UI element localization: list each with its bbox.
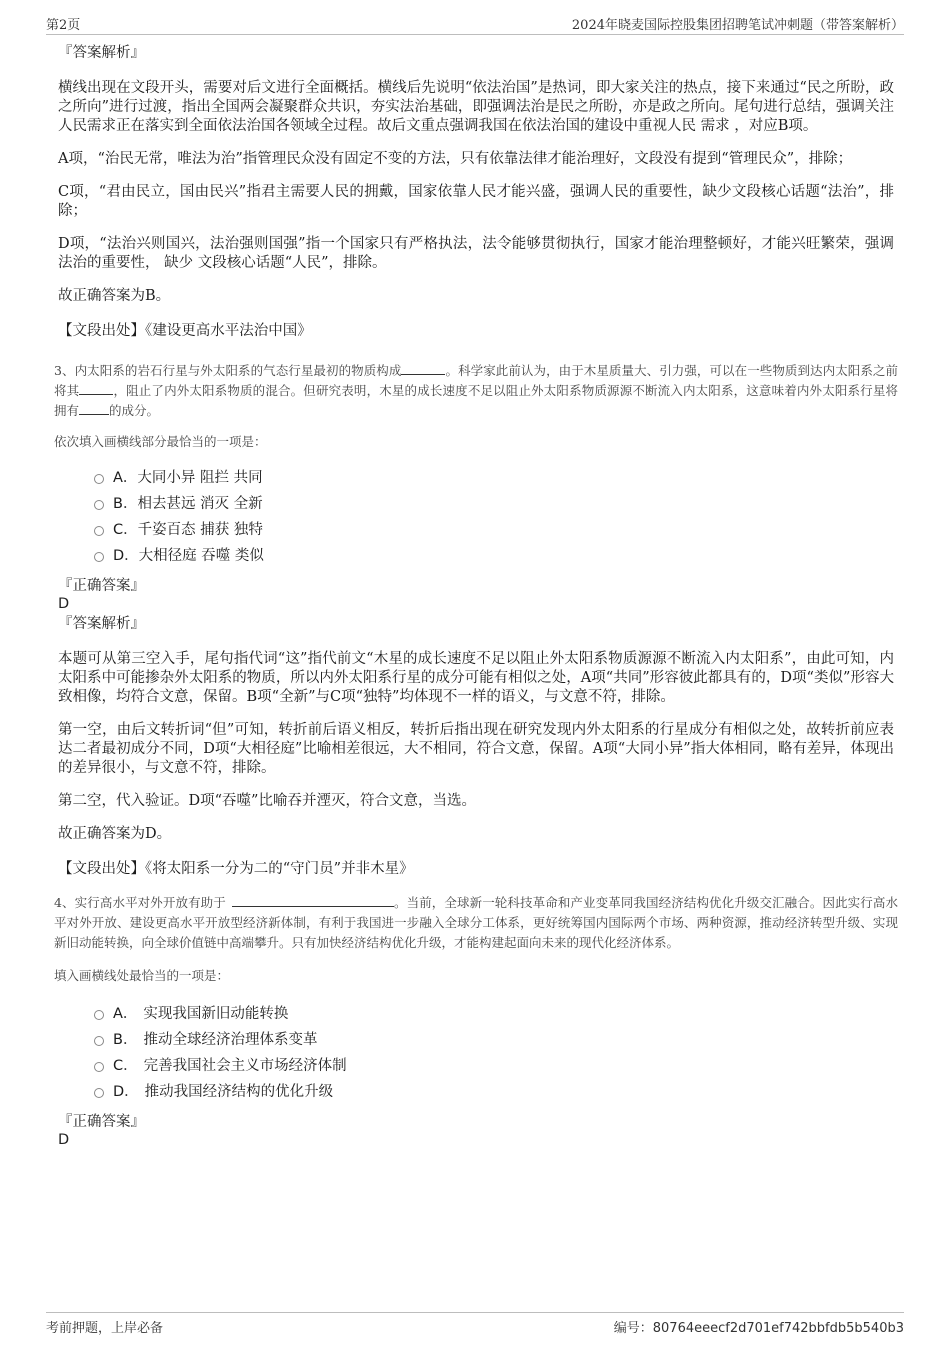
radio-icon[interactable] bbox=[94, 474, 104, 484]
radio-icon[interactable] bbox=[94, 1036, 104, 1046]
footer-serial: 编号：80764eeecf2d701ef742bbfdb5b540b3 bbox=[613, 1321, 904, 1336]
answer-blank bbox=[79, 381, 113, 395]
page-content bbox=[54, 44, 898, 1151]
page-header bbox=[46, 14, 904, 35]
q2-analysis-paragraph: 横线出现在文段开头，需要对后文进行全面概括。横线后先说明“依法治国”是热词，即大家关注的热点，接下来通过“民之所盼，政之所向”进行过渡，指出全国两会凝聚群众共识，夯实法治基础，即强调法治是民之所盼，亦是政之所向。尾句进行总结，强调关注人民需求正在落实到全面依法治国各领域全过程。故后文重点强调我国在依法治国的建设中重视人民 需求 ，对应B项。 bbox=[58, 80, 894, 134]
q4-option-c[interactable]: C． 完善我国社会主义市场经济体制 bbox=[94, 1053, 894, 1079]
radio-icon[interactable] bbox=[94, 1088, 104, 1098]
q4-correct-answer: D bbox=[58, 1132, 70, 1148]
q3-analysis-paragraph: 第一空，由后文转折词“但”可知，转折前后语义相反，转折后指出现在研究发现内外太阳系的行星成分有相似之处，故转折前应表达二者最初成分不同，D项“大相径庭”比喻相差很远，大不相同，符合文意，保留。A项“大同小异”指大体相同，略有差异，体现出的差异很小，与文意不符，排除。 bbox=[58, 722, 894, 776]
radio-icon[interactable] bbox=[94, 1010, 104, 1020]
q4-stem: 4、实行高水平对外开放有助于 。当前，全球新一轮科技革命和产业变革同我国经济结构优化升级交汇融合。因此实行高水平对外开放、建设更高水平开放型经济新体制，有利于我国进一步融入全球分工体系，更好统筹国内国际两个市场、两种资源，推动经济转型升级、实现新旧动能转换，向全球价值链中高端攀升。只有加快经济结构优化升级，才能构建起面向未来的现代化经济体系。 bbox=[54, 895, 898, 950]
radio-icon[interactable] bbox=[94, 552, 104, 562]
answer-blank bbox=[232, 893, 394, 907]
q2-analysis-paragraph: D项，“法治兴则国兴，法治强则国强”指一个国家只有严格执法，法令能够贯彻执行，国家才能治理整顿好，才能兴旺繁荣，强调法治的重要性， 缺少 文段核心话题“人民”，排除。 bbox=[58, 236, 894, 271]
q3-analysis-label: 『答案解析』 bbox=[58, 616, 145, 632]
answer-blank bbox=[79, 401, 109, 415]
q3-option-b[interactable]: B．相去甚远 消灭 全新 bbox=[94, 491, 894, 517]
q4-option-a[interactable]: A． 实现我国新旧动能转换 bbox=[94, 1001, 894, 1027]
radio-icon[interactable] bbox=[94, 526, 104, 536]
q3-option-d[interactable]: D．大相径庭 吞噬 类似 bbox=[94, 543, 894, 569]
q3-source: 【文段出处】《将太阳系一分为二的“守门员”并非木星》 bbox=[58, 861, 414, 877]
q4-prompt: 填入画横线处最恰当的一项是： bbox=[54, 968, 230, 983]
q4-option-d[interactable]: D． 推动我国经济结构的优化升级 bbox=[94, 1079, 894, 1105]
q3-stem: 3、内太阳系的岩石行星与外太阳系的气态行星最初的物质构成 。科学家此前认为，由于木星质量大、引力强，可以在一些物质到达内太阳系之前将其 ，阻止了内外太阳系物质的混合。但研究表明，木星的成长速度不足以阻止外太阳系物质源源不断流入内太阳系，这意味着内外太阳系行星将拥有 的成分。 bbox=[54, 363, 898, 418]
answer-blank bbox=[401, 361, 445, 375]
q2-conclusion: 故正确答案为B。 bbox=[58, 288, 171, 304]
q2-analysis-label: 『答案解析』 bbox=[58, 45, 145, 61]
q2-analysis-paragraph: C项，“君由民立，国由民兴”指君主需要人民的拥戴，国家依靠人民才能兴盛，强调人民的重要性，缺少文段核心话题“法治”，排除； bbox=[58, 184, 894, 219]
q4-options bbox=[94, 1001, 894, 1105]
q2-source: 【文段出处】《建设更高水平法治中国》 bbox=[58, 323, 312, 339]
q3-options bbox=[94, 465, 894, 569]
document-title: 2024年晓麦国际控股集团招聘笔试冲刺题（带答案解析） bbox=[571, 18, 904, 33]
q3-option-c[interactable]: C．千姿百态 捕获 独特 bbox=[94, 517, 894, 543]
q3-prompt: 依次填入画横线部分最恰当的一项是： bbox=[54, 434, 267, 449]
page-footer bbox=[46, 1312, 904, 1335]
q2-analysis-paragraph: A项，“治民无常，唯法为治”指管理民众没有固定不变的方法，只有依靠法律才能治理好，文段没有提到“管理民众”，排除； bbox=[58, 151, 853, 167]
radio-icon[interactable] bbox=[94, 500, 104, 510]
page-number: 第2页 bbox=[46, 18, 81, 33]
radio-icon[interactable] bbox=[94, 1062, 104, 1072]
footer-slogan: 考前押题，上岸必备 bbox=[46, 1321, 164, 1336]
q3-option-a[interactable]: A．大同小异 阻拦 共同 bbox=[94, 465, 894, 491]
q3-conclusion: 故正确答案为D。 bbox=[58, 826, 172, 842]
q4-correct-label: 『正确答案』 bbox=[58, 1114, 145, 1130]
q4-option-b[interactable]: B． 推动全球经济治理体系变革 bbox=[94, 1027, 894, 1053]
q3-analysis-paragraph: 本题可从第三空入手，尾句指代词“这”指代前文“木星的成长速度不足以阻止外太阳系物质源源不断流入内太阳系”，由此可知，内太阳系中可能掺杂外太阳系的物质，所以内外太阳系行星的成分可能有相似之处，A项“共同”形容彼此都具有的，D项“类似”形容大致相像，均符合文意，保留。B项“全新”与C项“独特”均体现不一样的语义，与文意不符，排除。 bbox=[58, 651, 894, 705]
q3-analysis-paragraph: 第二空，代入验证。D项“吞噬”比喻吞并湮灭，符合文意，当选。 bbox=[58, 793, 476, 809]
q3-correct-label: 『正确答案』 bbox=[58, 578, 145, 594]
q3-correct-answer: D bbox=[58, 596, 70, 612]
